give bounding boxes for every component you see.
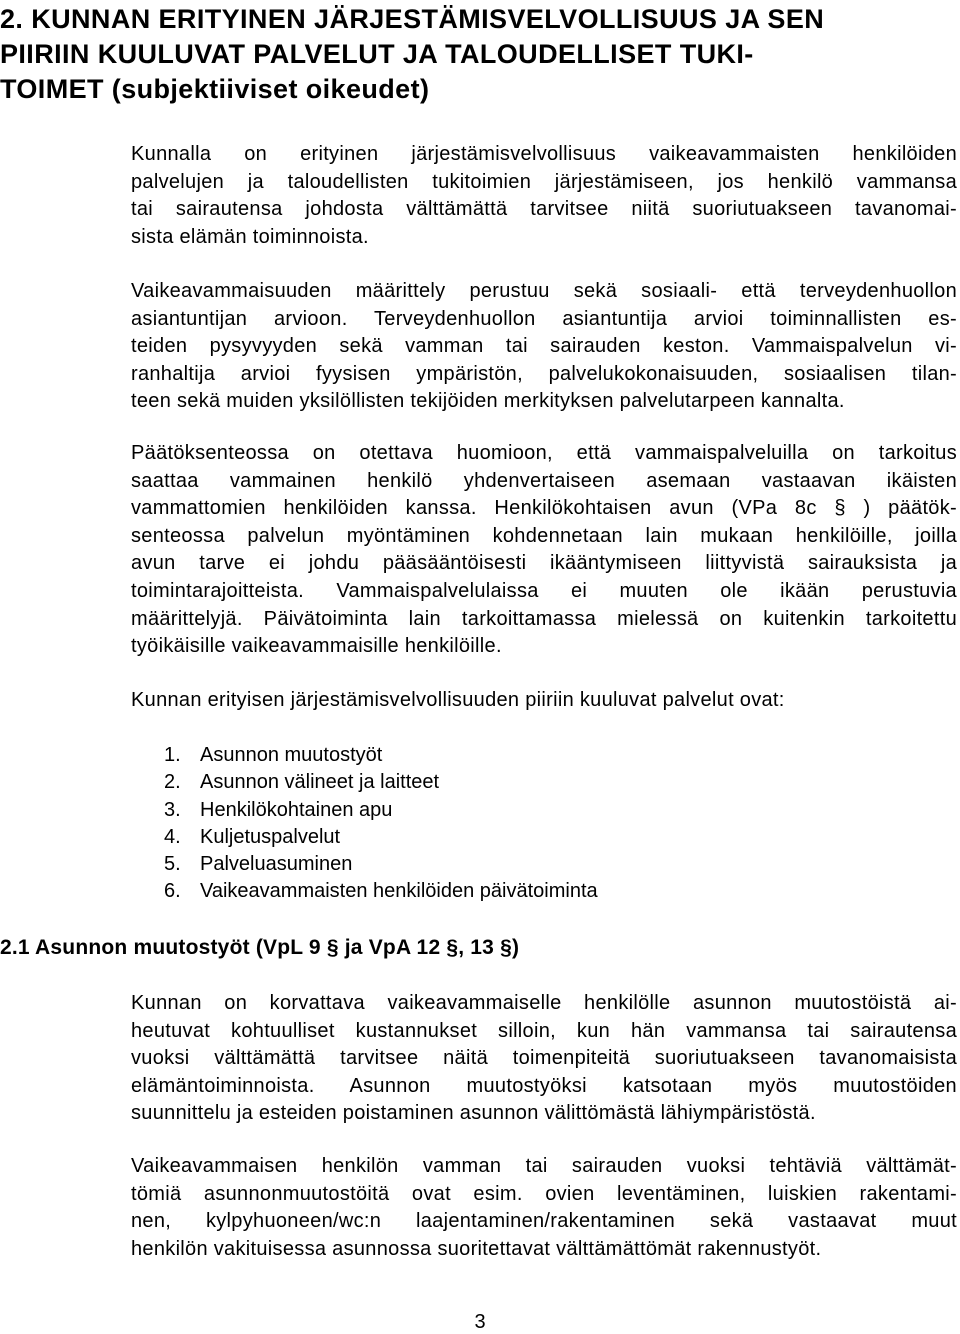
text-line: asiantuntijan arvioon. Terveydenhuollon asiantuntija arvioi toiminnallisten es- <box>131 307 957 330</box>
paragraph-modification-examples <box>131 1153 957 1263</box>
section-heading-line: 2. KUNNAN ERITYINEN JÄRJESTÄMISVELVOLLISUUS JA SEN <box>0 4 825 34</box>
text-line: tömiä asunnonmuutostöitä ovat esim. ovien leventäminen, luiskien rakentami- <box>131 1182 957 1205</box>
section-heading-line: PIIRIIN KUULUVAT PALVELUT JA TALOUDELLISET TUKI- <box>0 39 754 69</box>
list-item-text: Asunnon muutostyöt <box>200 744 383 766</box>
list-item-number: 4. <box>164 825 181 848</box>
list-item-text: Palveluasuminen <box>200 853 353 876</box>
list-item <box>164 769 864 796</box>
list-item-text: Henkilökohtainen apu <box>200 798 393 821</box>
text-line: saattaa vammainen henkilö yhdenvertaiseen asemaan vastaavan ikäisten <box>131 469 957 492</box>
text-line: Kunnan erityisen järjestämisvelvollisuuden piiriin kuuluvat palvelut ovat: <box>131 689 785 711</box>
text-line: Kunnalla on erityinen järjestämisvelvollisuus vaikeavammaisten henkilöiden <box>131 143 957 165</box>
list-item-number: 6. <box>164 880 181 903</box>
section-heading-line: TOIMET (subjektiiviset oikeudet) <box>0 74 430 104</box>
text-line: määrittelyjä. Päivätoiminta lain tarkoittamassa mielessä on kuitenkin tarkoitettu <box>131 607 957 630</box>
list-item <box>164 742 864 769</box>
list-item-text: Asunnon välineet ja laitteet <box>200 771 440 794</box>
list-item <box>164 878 864 905</box>
text-line: avun tarve ei johdu pääsääntöisesti ikääntymiseen liittyvistä sairauksista ja <box>131 552 957 575</box>
list-item-text: Kuljetuspalvelut <box>200 825 341 848</box>
page-number-text: 3 <box>474 1311 486 1333</box>
list-item-number: 5. <box>164 853 181 876</box>
list-item-number: 3. <box>164 798 181 821</box>
text-line: senteossa palvelun myöntäminen kohdennetaan lain mukaan henkilöille, joilla <box>131 524 957 547</box>
text-line: Vaikeavammaisuuden määrittely perustuu sekä sosiaali- että terveydenhuollon <box>131 280 957 302</box>
paragraph-severe-disability-definition <box>131 278 957 416</box>
text-line: Vaikeavammaisen henkilön vamman tai sairauden vuoksi tehtäviä välttämät- <box>131 1155 957 1177</box>
text-line: toimintarajoitteista. Vammaispalvelulaissa ei muuten ole ikään perustuvia <box>131 579 957 602</box>
text-line: Päätöksenteossa on otettava huomioon, että vammaispalveluilla on tarkoitus <box>131 442 957 464</box>
list-item <box>164 824 864 851</box>
paragraph-special-obligation <box>131 141 957 251</box>
text-line: ranhaltija arvioi fyysisen ympäristön, palvelukokonaisuuden, sosiaalisen tilan- <box>131 362 957 385</box>
list-item <box>164 851 864 878</box>
text-line: sista elämän toiminnoista. <box>131 225 369 248</box>
text-line: vuoksi välttämättä tarvitsee näitä toimenpiteitä suoriutuakseen tavanomaisista <box>131 1047 957 1070</box>
paragraph-services-intro <box>131 687 957 715</box>
text-line: heutuvat kohtuulliset kustannukset silloin, kun hän vammansa tai sairautensa <box>131 1019 957 1042</box>
text-line: Kunnan on korvattava vaikeavammaiselle henkilölle asunnon muutostöistä ai- <box>131 992 957 1014</box>
text-line: työikäisille vaikeavammaisille henkilöille. <box>131 635 502 658</box>
text-line: elämäntoiminnoista. Asunnon muutostyöksi katsotaan myös muutostöiden <box>131 1074 957 1097</box>
text-line: vammattomien henkilöiden kanssa. Henkilökohtaisen avun (VPa 8c § ) päätök- <box>131 497 957 520</box>
text-line: palvelujen ja taloudellisten tukitoimien järjestämiseen, jos henkilö vammansa <box>131 170 957 193</box>
list-item-text: Vaikeavammaisten henkilöiden päivätoiminta <box>200 880 598 903</box>
list-item <box>164 797 864 824</box>
text-line: teen sekä muiden yksilöllisten tekijöiden merkityksen palvelutarpeen kannalta. <box>131 390 845 413</box>
text-line: henkilön vakituisessa asunnossa suoritettavat välttämättömät rakennustyöt. <box>131 1237 822 1260</box>
text-line: teiden pysyvyyden sekä vamman tai sairauden keston. Vammaispalvelun vi- <box>131 335 957 358</box>
list-item-number: 1. <box>164 744 181 766</box>
subsection-heading: 2.1 Asunnon muutostyöt (VpL 9 § ja VpA 12 §, 13 §) <box>0 936 520 959</box>
section-heading <box>0 2 960 107</box>
text-line: suunnittelu ja esteiden poistaminen asunnon välittömästä lähiympäristöstä. <box>131 1102 816 1125</box>
page-number <box>0 1310 960 1334</box>
text-line: nen, kylpyhuoneen/wc:n laajentaminen/rakentaminen sekä vastaavat muut <box>131 1210 957 1233</box>
paragraph-home-modifications <box>131 990 957 1128</box>
list-item-number: 2. <box>164 771 181 794</box>
text-line: tai sairautensa johdosta välttämättä tarvitsee niitä suoriutuakseen tavanomai- <box>131 198 957 221</box>
services-list <box>164 742 864 906</box>
paragraph-decision-making <box>131 440 957 661</box>
